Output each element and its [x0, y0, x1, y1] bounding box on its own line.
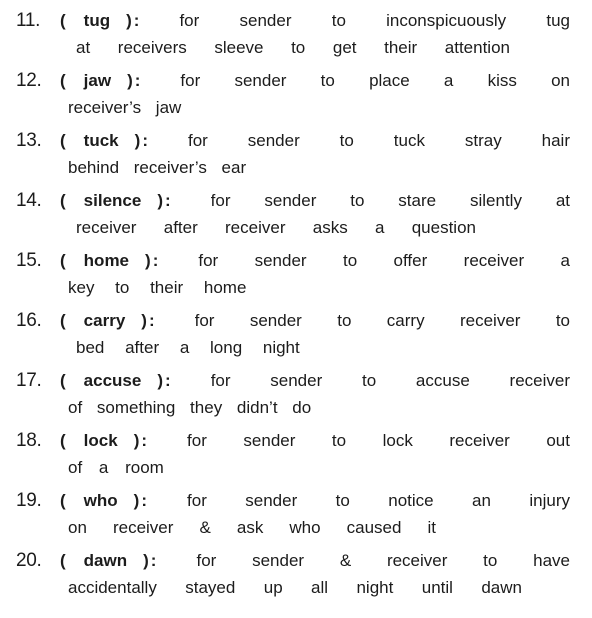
close-paren: ) — [134, 131, 141, 150]
close-paren: ) — [157, 191, 163, 210]
colon: : — [165, 191, 171, 210]
item-first-line — [60, 430, 570, 452]
item-first-line — [60, 370, 570, 392]
item-first-line — [60, 310, 570, 332]
item-description-line1: for sender to stare silently at — [210, 191, 570, 210]
item-first-line — [60, 70, 570, 92]
item-description-line1: for sender to accuse receiver — [210, 371, 570, 390]
item-number: 11. — [16, 10, 41, 31]
list-item — [0, 2, 592, 58]
item-description-line2: bed after a long night — [76, 338, 300, 357]
open-paren: ( — [60, 191, 66, 210]
item-description-line2: behind receiver’s ear — [68, 158, 247, 177]
item-description-line1: for sender to place a kiss on — [180, 71, 570, 90]
item-first-line — [60, 250, 570, 272]
item-keyword-tag — [60, 430, 147, 452]
open-paren: ( — [60, 131, 66, 150]
item-keyword: carry — [83, 311, 126, 330]
item-keyword: home — [83, 251, 130, 270]
item-number: 19. — [16, 490, 42, 511]
item-keyword: who — [83, 491, 118, 510]
colon: : — [165, 371, 171, 390]
item-keyword-tag — [60, 250, 158, 272]
item-description-line1: for sender to inconspicuously tug — [179, 11, 570, 30]
open-paren: ( — [60, 251, 66, 270]
close-paren: ) — [126, 11, 132, 30]
colon: : — [134, 71, 141, 90]
item-number: 18. — [16, 430, 42, 451]
item-first-line — [60, 10, 570, 32]
item-number: 12. — [16, 70, 42, 91]
item-number: 13. — [16, 130, 42, 151]
open-paren: ( — [60, 551, 66, 570]
item-description-line1: for sender & receiver to have — [196, 551, 570, 570]
colon: : — [152, 251, 159, 270]
item-description-line1: for sender to notice an injury — [187, 491, 570, 510]
item-keyword: lock — [83, 431, 118, 450]
item-description-line1: for sender to offer receiver a — [198, 251, 570, 270]
item-first-line — [60, 490, 570, 512]
list-item — [0, 122, 592, 178]
item-description-line1: for sender to lock receiver out — [187, 431, 570, 450]
colon: : — [142, 131, 148, 150]
item-keyword-tag — [60, 190, 171, 212]
list-item — [0, 362, 592, 418]
item-description-line1: for sender to carry receiver to — [194, 311, 570, 330]
item-keyword: accuse — [83, 371, 142, 390]
open-paren: ( — [60, 11, 66, 30]
item-keyword: jaw — [83, 71, 112, 90]
item-keyword: tug — [83, 11, 111, 30]
item-keyword-tag — [60, 10, 139, 32]
colon: : — [141, 491, 148, 510]
colon: : — [148, 311, 155, 330]
item-keyword-tag — [60, 70, 140, 92]
item-description-line2: at receivers sleeve to get their attention — [76, 38, 510, 57]
open-paren: ( — [60, 371, 66, 390]
list-item — [0, 542, 592, 598]
item-description-line2: of a room — [68, 458, 164, 477]
close-paren: ) — [141, 311, 147, 330]
item-first-line — [60, 130, 570, 152]
open-paren: ( — [60, 431, 66, 450]
close-paren: ) — [133, 491, 140, 510]
colon: : — [141, 431, 148, 450]
open-paren: ( — [60, 311, 66, 330]
close-paren: ) — [143, 551, 149, 570]
close-paren: ) — [127, 71, 133, 90]
item-keyword: dawn — [83, 551, 128, 570]
open-paren: ( — [60, 491, 66, 510]
item-keyword: silence — [83, 191, 142, 210]
item-first-line — [60, 190, 570, 212]
list-item — [0, 422, 592, 478]
item-number: 16. — [16, 310, 42, 331]
colon: : — [133, 11, 140, 30]
item-number: 20. — [16, 550, 42, 571]
close-paren: ) — [145, 251, 151, 270]
item-first-line — [60, 550, 570, 572]
open-paren: ( — [60, 71, 66, 90]
item-description-line2: receiver’s jaw — [68, 98, 182, 117]
colon: : — [150, 551, 157, 570]
item-number: 17. — [16, 370, 42, 391]
list-item — [0, 62, 592, 118]
item-keyword-tag — [60, 310, 155, 332]
item-keyword-tag — [60, 370, 171, 392]
item-keyword-tag — [60, 490, 147, 512]
close-paren: ) — [133, 431, 140, 450]
item-description-line2: of something they didn’t do — [68, 398, 312, 417]
item-description-line2: on receiver & ask who caused it — [68, 518, 436, 537]
item-keyword-tag — [60, 130, 148, 152]
item-description-line2: key to their home — [68, 278, 247, 297]
list-item — [0, 242, 592, 298]
item-keyword: tuck — [83, 131, 119, 150]
item-description-line1: for sender to tuck stray hair — [187, 131, 570, 150]
item-description-line2: receiver after receiver asks a question — [76, 218, 476, 237]
list-item — [0, 482, 592, 538]
item-number: 15. — [16, 250, 42, 271]
close-paren: ) — [157, 371, 164, 390]
item-description-line2: accidentally stayed up all night until dawn — [68, 578, 522, 597]
list-item — [0, 182, 592, 238]
item-number: 14. — [16, 190, 42, 211]
item-keyword-tag — [60, 550, 156, 572]
list-item — [0, 302, 592, 358]
